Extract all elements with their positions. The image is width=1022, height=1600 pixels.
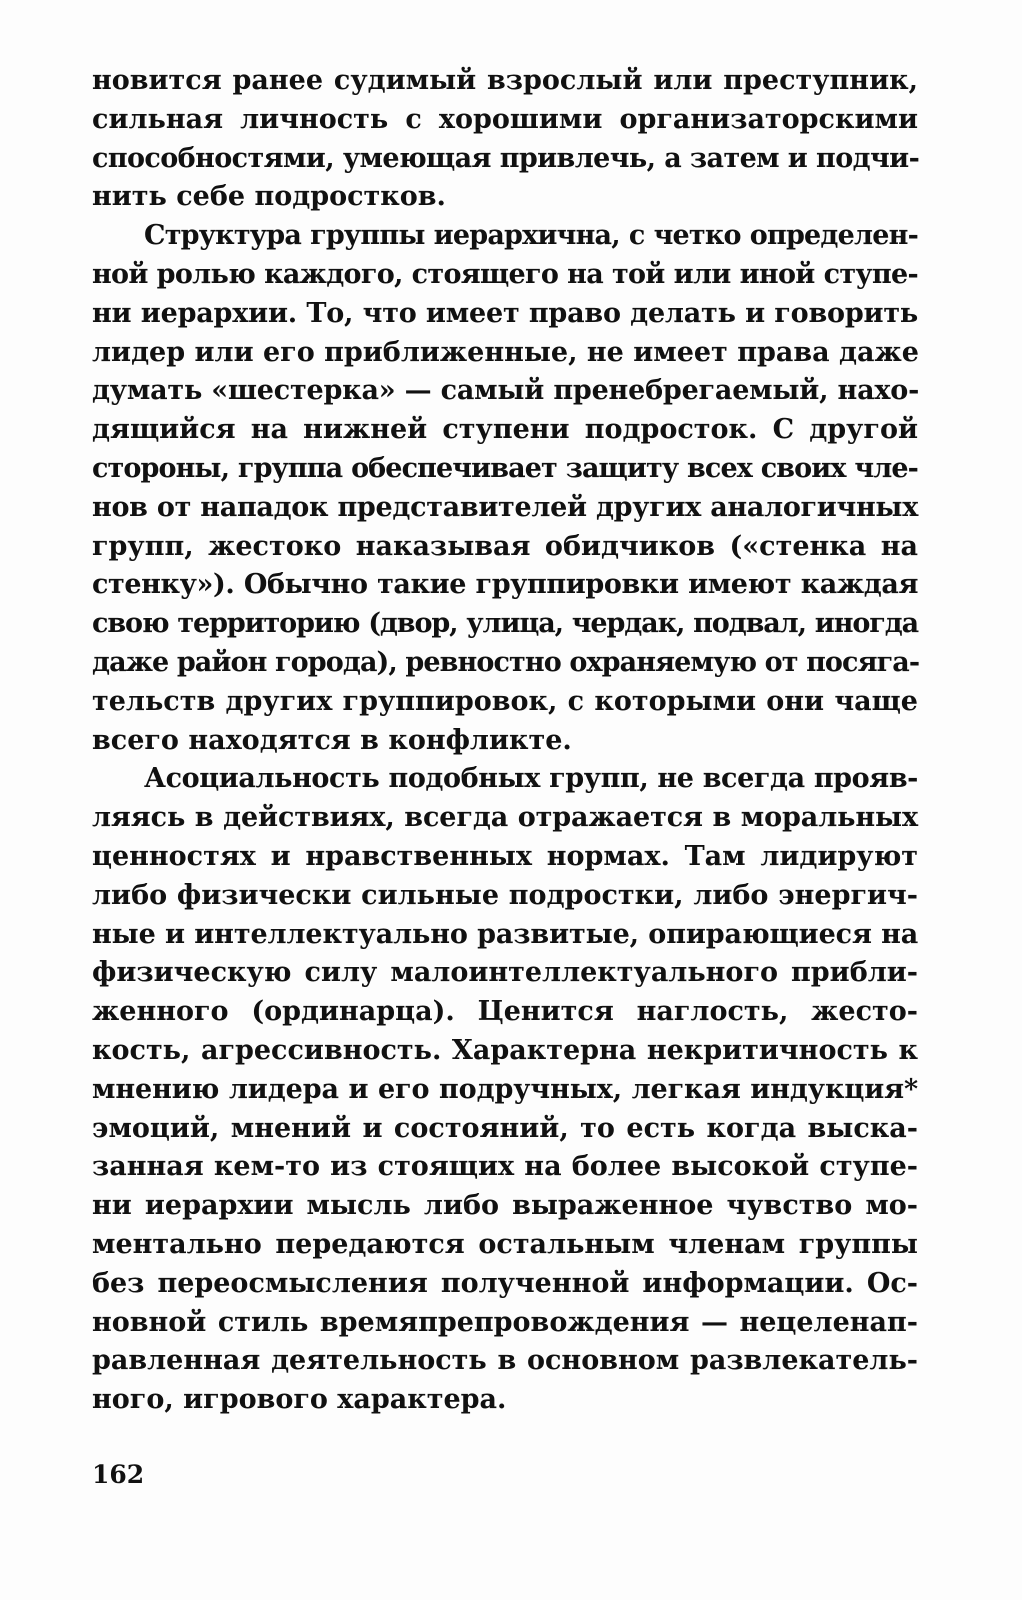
text-line: новной стиль времяпрепровождения — нецеленап-: [92, 1306, 918, 1338]
text-line: Асоциальность подобных групп, не всегда прояв-: [144, 763, 918, 795]
text-line: ментально передаются остальным членам группы: [92, 1228, 918, 1260]
text-line: ни иерархии. То, что имеет право делать и говорить: [92, 297, 918, 329]
text-line: либо физически сильные подростки, либо энергич-: [92, 879, 918, 911]
text-line: нить себе подростков.: [92, 181, 446, 213]
paragraph-1: [92, 62, 918, 217]
text-line: ни иерархии мысль либо выраженное чувство мо-: [92, 1190, 918, 1222]
text-line: равленная деятельность в основном развлекатель-: [92, 1345, 918, 1377]
text-line: ные и интеллектуально развитые, опирающиеся на: [92, 918, 919, 950]
text-line: ного, игрового характера.: [92, 1384, 507, 1416]
text-line: стороны, группа обеспечивает защиту всех своих чле-: [92, 452, 918, 484]
text-line: ной ролью каждого, стоящего на той или иной ступе-: [92, 258, 918, 290]
text-line: лидер или его приближенные, не имеет права даже: [92, 336, 919, 368]
text-line: нов от нападок представителей других аналогичных: [92, 491, 918, 523]
paragraph-2: [92, 217, 918, 760]
text-line: сильная личность с хорошими организаторскими: [92, 103, 918, 135]
text-line: мнению лидера и его подручных, легкая индукция*: [92, 1073, 918, 1105]
text-line: эмоций, мнений и состояний, то есть когда выска-: [92, 1112, 918, 1144]
text-line: ценностях и нравственных нормах. Там лидируют: [92, 840, 918, 872]
text-line: даже район города), ревностно охраняемую от посяга-: [92, 646, 920, 678]
text-line: всего находятся в конфликте.: [92, 724, 572, 756]
text-line: Структура группы иерархична, с четко определен-: [144, 220, 918, 252]
text-line: кость, агрессивность. Характерна некритичность к: [92, 1034, 918, 1066]
text-line: новится ранее судимый взрослый или преступник,: [92, 65, 918, 96]
text-line: способностями, умеющая привлечь, а затем и подчи-: [92, 142, 920, 174]
text-line: физическую силу малоинтеллектуального прибли-: [92, 957, 918, 989]
text-line: женного (ординарца). Ценится наглость, жесто-: [92, 996, 918, 1028]
text-line: групп, жестоко наказывая обидчиков («стенка на: [92, 530, 918, 562]
text-line: занная кем-то из стоящих на более высокой ступе-: [92, 1151, 918, 1183]
page-number: 162: [92, 1460, 145, 1489]
text-line: свою территорию (двор, улица, чердак, подвал, иногда: [92, 608, 918, 640]
text-line: дящийся на нижней ступени подросток. С другой: [92, 414, 918, 446]
text-line: думать «шестерка» — самый пренебрегаемый, нахо-: [92, 375, 920, 407]
text-line: стенку»). Обычно такие группировки имеют каждая: [92, 569, 918, 601]
text-line: тельств других группировок, с которыми они чаще: [92, 685, 918, 717]
text-line: ляясь в действиях, всегда отражается в моральных: [92, 802, 918, 834]
text-line: без переосмысления полученной информации. Ос-: [92, 1267, 918, 1299]
paragraph-3: [92, 760, 918, 1420]
body-text: [92, 62, 918, 1420]
